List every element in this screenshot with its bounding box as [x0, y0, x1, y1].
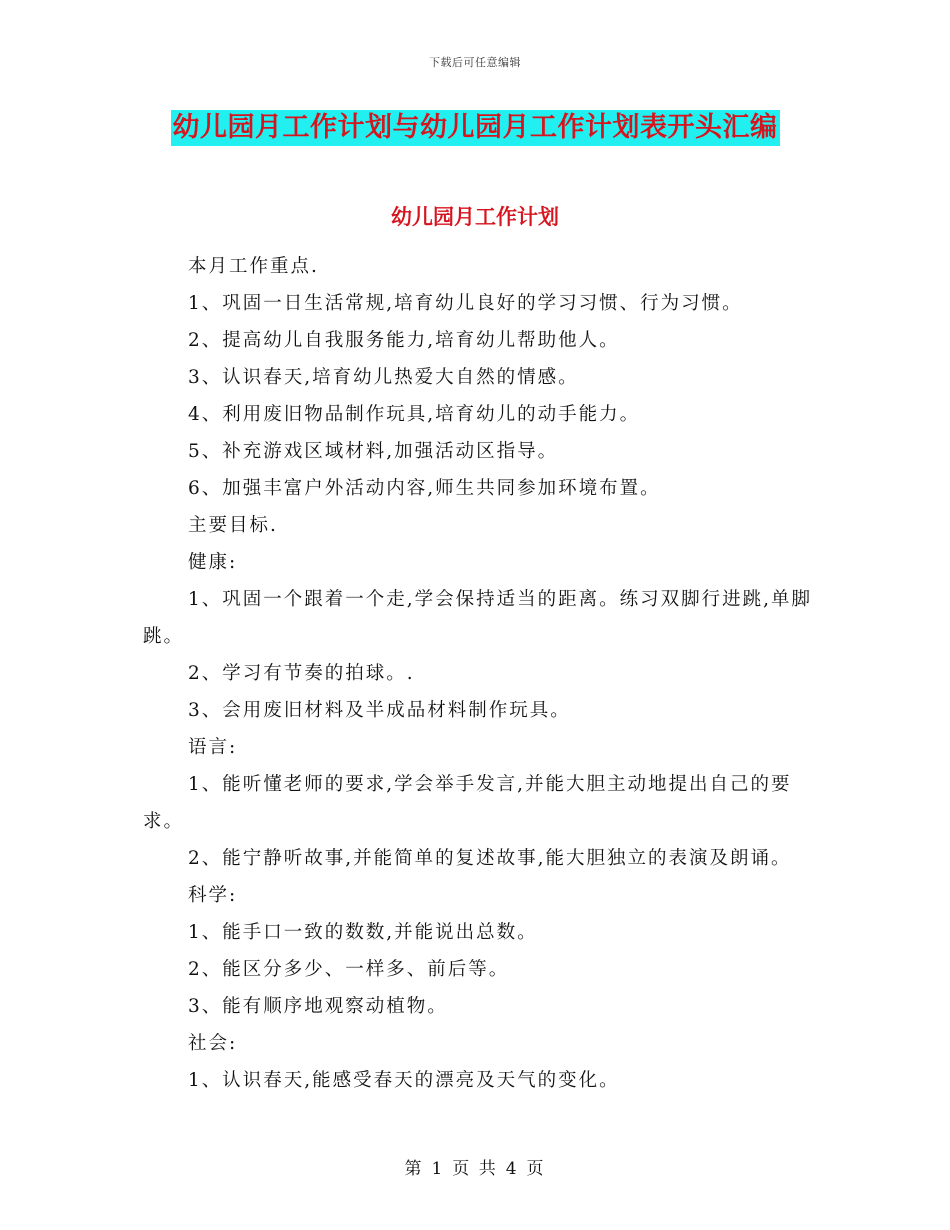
section-title: 幼儿园月工作计划 — [391, 205, 559, 229]
paragraph-goals-heading: 主要目标. — [188, 515, 278, 536]
footer-prefix: 第 — [404, 1159, 424, 1179]
paragraph-science-2: 2、能区分多少、一样多、前后等。 — [188, 959, 510, 980]
paragraph-language-1: 1、能听懂老师的要求,学会举手发言,并能大胆主动地提出自己的要求。 — [143, 774, 792, 832]
footer-page-number: 1 — [431, 1159, 445, 1179]
paragraph-focus-5: 5、补充游戏区域材料,加强活动区指导。 — [188, 441, 559, 462]
paragraph-health-heading: 健康: — [188, 552, 238, 573]
paragraph-language-heading: 语言: — [188, 737, 238, 758]
paragraph-society-heading: 社会: — [188, 1033, 238, 1054]
footer-mid: 页 共 — [452, 1159, 498, 1179]
paragraph-society-1: 1、认识春天,能感受春天的漂亮及天气的变化。 — [188, 1070, 620, 1091]
page-footer — [0, 1154, 950, 1179]
paragraph-focus-2: 2、提高幼儿自我服务能力,培育幼儿帮助他人。 — [188, 330, 620, 351]
paragraph-health-3: 3、会用废旧材料及半成品材料制作玩具。 — [188, 700, 571, 721]
main-title: 幼儿园月工作计划与幼儿园月工作计划表开头汇编 — [171, 110, 780, 146]
footer-total-pages: 4 — [505, 1159, 519, 1179]
footer-suffix: 页 — [526, 1159, 546, 1179]
paragraph-focus-6: 6、加强丰富户外活动内容,师生共同参加环境布置。 — [188, 478, 661, 499]
document-body — [143, 248, 823, 1099]
paragraph-focus-4: 4、利用废旧物品制作玩具,培育幼儿的动手能力。 — [188, 404, 641, 425]
paragraph-focus-1: 1、巩固一日生活常规,培育幼儿良好的学习习惯、行为习惯。 — [188, 293, 743, 314]
paragraph-health-2: 2、学习有节奏的拍球。. — [188, 663, 415, 684]
paragraph-health-1: 1、巩固一个跟着一个走,学会保持适当的距离。练习双脚行进跳,单脚跳。 — [143, 589, 813, 647]
paragraph-science-heading: 科学: — [188, 885, 238, 906]
paragraph-language-2: 2、能宁静听故事,并能简单的复述故事,能大胆独立的表演及朗诵。 — [188, 848, 792, 869]
paragraph-focus-3: 3、认识春天,培育幼儿热爱大自然的情感。 — [188, 367, 579, 388]
header-note: 下载后可任意编辑 — [429, 56, 521, 69]
paragraph-science-1: 1、能手口一致的数数,并能说出总数。 — [188, 922, 538, 943]
main-title-container — [0, 110, 950, 146]
paragraph-science-3: 3、能有顺序地观察动植物。 — [188, 996, 448, 1017]
paragraph-focus-heading: 本月工作重点. — [188, 256, 319, 277]
